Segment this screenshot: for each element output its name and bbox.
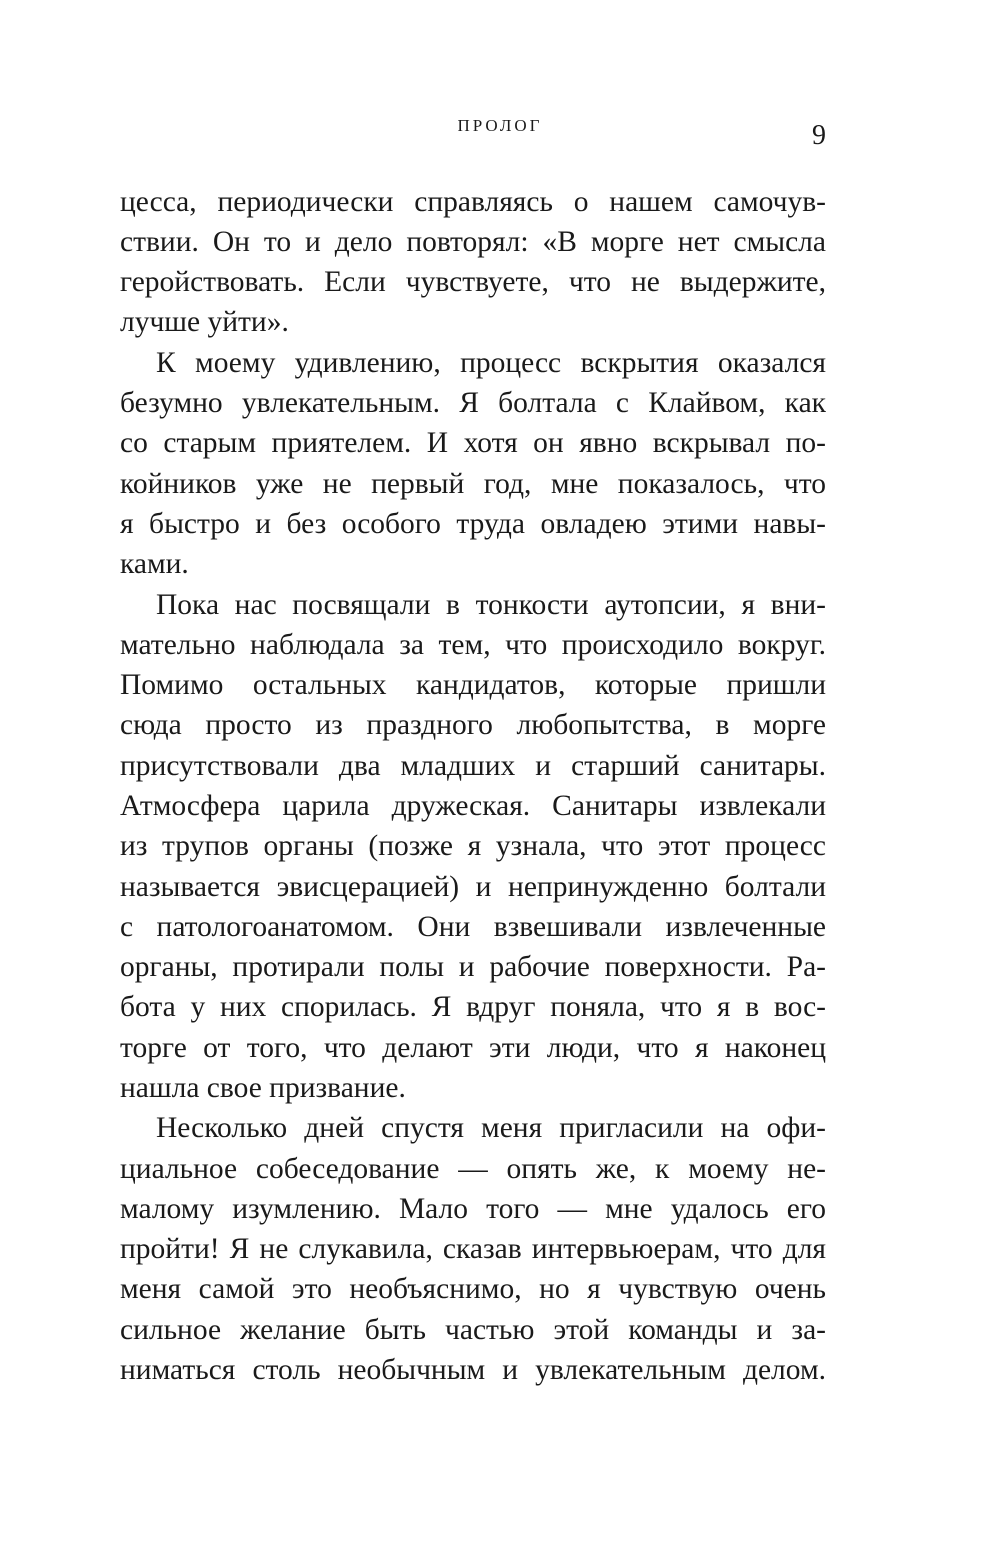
text-line: со старым приятелем. И хотя он явно вскрывал по- [120,427,826,459]
text-line: ствии. Он то и дело повторял: «В морге нет смысла [120,226,826,258]
text-line: Помимо остальных кандидатов, которые пришли [120,669,826,701]
text-line: я быстро и без особого труда овладею этими навы- [120,508,826,540]
text-line: Пока нас посвящали в тонкости аутопсии, я вни- [156,589,826,621]
text-line: органы, протирали полы и рабочие поверхности. Ра- [120,951,826,983]
text-line: ниматься столь необычным и увлекательным делом. [120,1354,826,1386]
text-line: К моему удивлению, процесс вскрытия оказался [156,347,826,379]
text-line: называется эвисцерацией) и непринужденно болтали [120,871,826,903]
text-line: мательно наблюдала за тем, что происходило вокруг. [120,629,826,661]
text-line: Несколько дней спустя меня пригласили на офи- [156,1112,826,1144]
text-line: сюда просто из праздного любопытства, в морге [120,709,826,741]
text-line: из трупов органы (позже я узнала, что этот процесс [120,830,826,862]
text-line: лучше уйти». [120,306,289,338]
text-line: геройствовать. Если чувствуете, что не выдержите, [120,266,826,298]
page-number: 9 [812,120,826,151]
text-line: циальное собеседование — опять же, к моему не- [120,1153,826,1185]
text-line: койников уже не первый год, мне показалось, что [120,468,826,500]
text-line: с патологоанатомом. Они взвешивали извлеченные [120,911,826,943]
text-line: цесса, периодически справляясь о нашем самочув- [120,186,826,218]
text-line: бота у них спорилась. Я вдруг поняла, что я в вос- [120,991,826,1023]
text-line: нашла свое призвание. [120,1072,406,1104]
text-line: пройти! Я не слукавила, сказав интервьюерам, что для [120,1233,826,1265]
text-line: торге от того, что делают эти люди, что я наконец [120,1032,826,1064]
text-line: малому изумлению. Мало того — мне удалось его [120,1193,826,1225]
running-head: ПРОЛОГ [457,116,543,135]
text-line: безумно увлекательным. Я болтала с Клайвом, как [120,387,826,419]
text-line: меня самой это необъяснимо, но я чувствую очень [120,1273,826,1305]
text-line: Атмосфера царила дружеская. Санитары извлекали [120,790,826,822]
text-line: присутствовали два младших и старший санитары. [120,750,826,782]
text-line: ками. [120,548,189,580]
text-line: сильное желание быть частью этой команды и за- [120,1314,826,1346]
